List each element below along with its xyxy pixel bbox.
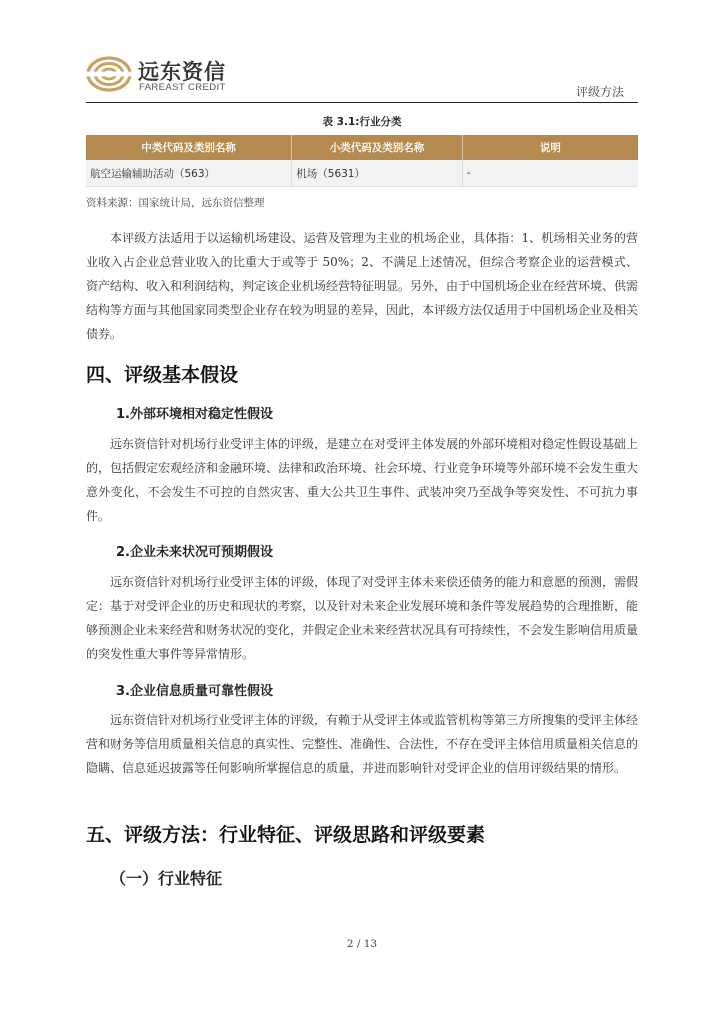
table-row — [86, 160, 638, 187]
table-header-cell: 说明 — [462, 135, 638, 160]
section-4-heading: 四、评级基本假设 — [86, 364, 239, 386]
assumption-2-heading: 2.企业未来状况可预期假设 — [116, 545, 273, 560]
table-source-note: 资料来源：国家统计局，远东资信整理 — [86, 197, 265, 209]
table-header-cell: 小类代码及类别名称 — [292, 135, 462, 160]
industry-classification-table — [86, 135, 638, 187]
assumption-3-heading: 3.企业信息质量可靠性假设 — [116, 684, 273, 699]
brand-name-cn: 远东资信 — [138, 60, 226, 84]
table-cell: 机场（5631） — [292, 160, 462, 187]
table-cell: 航空运输辅助活动（563） — [86, 160, 292, 187]
assumption-3-text: 远东资信针对机场行业受评主体的评级，有赖于从受评主体或监管机构等第三方所搜集的受评主体经营和财务等信用质量相关信息的真实性、完整性、准确性、合法性，不存在受评主体信用质量相关信息的隐瞒、信息延迟披露等任何影响所掌握信息的质量，并进而影响针对受评企业的信用评级结果的情形。 — [86, 713, 639, 775]
assumption-1-text: 远东资信针对机场行业受评主体的评级，是建立在对受评主体发展的外部环境相对稳定性假设基础上的，包括假定宏观经济和金融环境、法律和政治环境、社会环境、行业竞争环境等外部环境不会发生重大意外变化，不会发生不可控的自然灾害、重大公共卫生事件、武装冲突乃至战争等突发性、不可抗力事件。 — [86, 437, 639, 523]
table-header-row — [86, 135, 638, 160]
header-divider — [86, 102, 638, 103]
table-title: 表 3.1:行业分类 — [322, 116, 402, 128]
assumption-1-heading: 1.外部环境相对稳定性假设 — [116, 407, 273, 422]
section-5-heading: 五、评级方法：行业特征、评级思路和评级要素 — [86, 824, 486, 846]
header-section-label: 评级方法 — [575, 85, 624, 99]
section-5-subheading: （一）行业特征 — [110, 869, 223, 888]
intro-paragraph: 本评级方法适用于以运输机场建设、运营及管理为主业的机场企业，具体指：1、机场相关业务的营业收入占企业总营业收入的比重大于或等于 50%；2、不满足上述情况，但综合考察企业的运营模式、资产结构、收入和利润结构，判定该企业机场经营特征明显。另外，由于中国机场企业在经营环境、供需结构等方面与其他国家同类型企业存在较为明显的差异，因此，本评级方法仅适用于中国机场企业及相关债券。 — [86, 231, 639, 341]
table-header-cell: 中类代码及类别名称 — [86, 135, 292, 160]
page-number: 2 / 13 — [346, 938, 378, 950]
brand-name-en: FAREAST CREDIT — [139, 82, 226, 93]
fareast-credit-logo-icon — [86, 54, 132, 94]
table-cell: - — [462, 160, 638, 187]
assumption-2-text: 远东资信针对机场行业受评主体的评级，体现了对受评主体未来偿还债务的能力和意愿的预测，需假定：基于对受评企业的历史和现状的考察，以及针对未来企业发展环境和条件等发展趋势的合理推断，能够预测企业未来经营和财务状况的变化，并假定企业未来经营状况具有可持续性，不会发生影响信用质量的突发性重大事件等异常情形。 — [86, 575, 639, 661]
